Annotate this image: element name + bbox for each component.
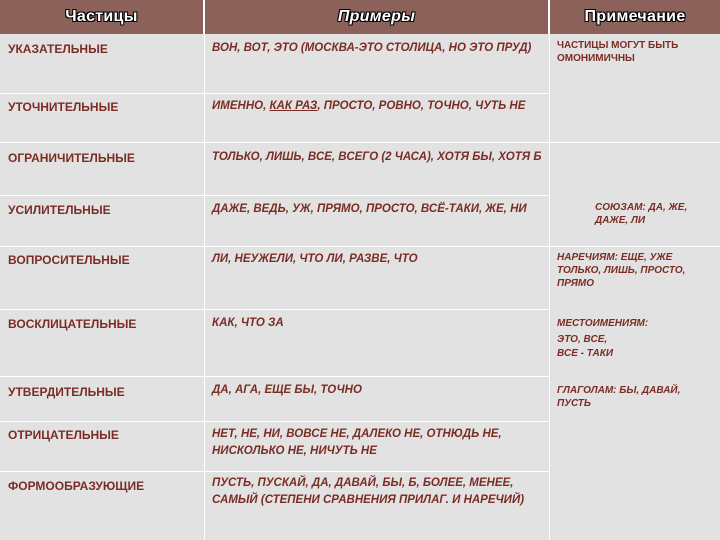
note-pronouns-line: ВСЕ - ТАКИ xyxy=(557,348,614,359)
examples-text: , ПРОСТО, РОВНО, ТОЧНО, ЧУТЬ НЕ xyxy=(317,100,526,112)
note-verbs: ГЛАГОЛАМ: БЫ, ДАВАЙ, ПУСТЬ xyxy=(557,385,681,409)
header-particles: Частицы xyxy=(0,0,203,34)
row-divider xyxy=(0,471,550,472)
particle-examples: НЕТ, НЕ, НИ, ВОВСЕ НЕ, ДАЛЕКО НЕ, ОТНЮДЬ НЕ, НИСКОЛЬКО НЕ, НИЧУТЬ НЕ xyxy=(212,428,502,457)
note-homonyms: ЧАСТИЦЫ МОГУТ БЫТЬ ОМОНИМИЧНЫ xyxy=(557,40,679,64)
note-pronouns-label: МЕСТОИМЕНИЯМ: xyxy=(557,318,649,329)
header-examples: Примеры xyxy=(205,0,548,34)
particle-type: УКАЗАТЕЛЬНЫЕ xyxy=(8,42,108,56)
row-divider xyxy=(0,309,550,310)
particle-type: ВОПРОСИТЕЛЬНЫЕ xyxy=(8,253,130,267)
particle-examples: ВОН, ВОТ, ЭТО (МОСКВА-ЭТО СТОЛИЦА, НО ЭТО ПРУД) xyxy=(212,42,532,54)
particle-type: ВОСКЛИЦАТЕЛЬНЫЕ xyxy=(8,317,137,331)
examples-underlined-text: КАК РАЗ xyxy=(269,100,318,112)
particle-examples: ДАЖЕ, ВЕДЬ, УЖ, ПРЯМО, ПРОСТО, ВСЁ-ТАКИ, ЖЕ, НИ xyxy=(212,203,527,215)
row-divider xyxy=(0,246,720,247)
particle-examples: КАК, ЧТО ЗА xyxy=(212,317,284,329)
particle-type: УСИЛИТЕЛЬНЫЕ xyxy=(8,203,111,217)
particles-table xyxy=(0,34,720,540)
particle-type: УТВЕРДИТЕЛЬНЫЕ xyxy=(8,385,125,399)
note-conjunctions: СОЮЗАМ: ДА, ЖЕ, ДАЖЕ, ЛИ xyxy=(595,202,688,226)
particle-examples xyxy=(212,98,542,115)
particle-examples: ТОЛЬКО, ЛИШЬ, ВСЕ, ВСЕГО (2 ЧАСА), ХОТЯ БЫ, ХОТЯ Б xyxy=(212,151,542,163)
column-divider xyxy=(549,34,550,540)
row-divider xyxy=(0,421,550,422)
particle-examples: ДА, АГА, ЕЩЕ БЫ, ТОЧНО xyxy=(212,384,362,396)
header-note: Примечание xyxy=(550,0,720,34)
particle-examples: ПУСТЬ, ПУСКАЙ, ДА, ДАВАЙ, БЫ, Б, БОЛЕЕ, МЕНЕЕ, САМЫЙ (СТЕПЕНИ СРАВНЕНИЯ ПРИЛАГ. И НАРЕЧИЙ) xyxy=(212,477,525,506)
note-pronouns-line: ЭТО, ВСЕ, xyxy=(557,334,608,345)
column-divider xyxy=(204,34,205,540)
row-divider xyxy=(0,93,550,94)
particle-type: ОГРАНИЧИТЕЛЬНЫЕ xyxy=(8,151,135,165)
table-header xyxy=(0,0,720,34)
particle-examples: ЛИ, НЕУЖЕЛИ, ЧТО ЛИ, РАЗВЕ, ЧТО xyxy=(212,253,418,265)
particle-type: УТОЧНИТЕЛЬНЫЕ xyxy=(8,100,119,114)
row-divider xyxy=(0,376,550,377)
particle-type: ФОРМООБРАЗУЮЩИЕ xyxy=(8,479,145,493)
row-divider xyxy=(0,142,720,143)
particle-type: ОТРИЦАТЕЛЬНЫЕ xyxy=(8,428,119,442)
examples-text: ИМЕННО, xyxy=(212,100,270,112)
note-adverbs: НАРЕЧИЯМ: ЕЩЕ, УЖЕ ТОЛЬКО, ЛИШЬ, ПРОСТО, ПРЯМО xyxy=(557,252,686,289)
row-divider xyxy=(0,195,550,196)
